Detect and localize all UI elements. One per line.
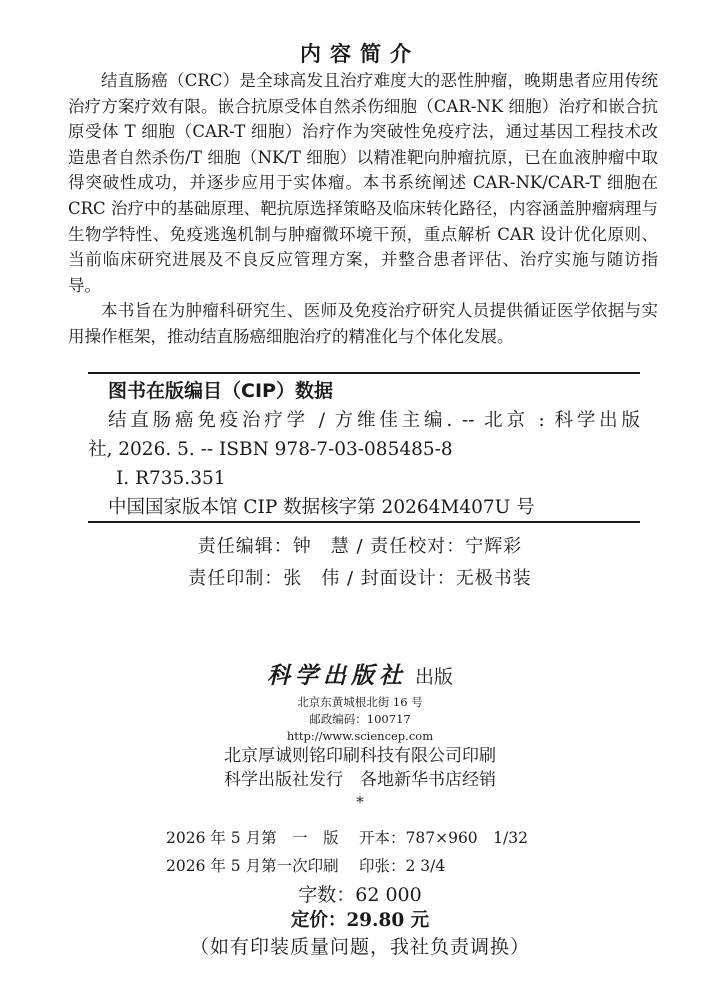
printer-info: 北京厚诚则铭印刷科技有限公司印刷 xyxy=(224,746,496,766)
publisher-website: http://www.sciencep.com xyxy=(286,729,434,743)
synopsis-paragraph-2: 本书旨在为肿瘤科研究生、医师及免疫治疗研究人员提供循证医学依据与实用操作框架，推动结直肠癌细胞治疗的精准化与个体化发展。 xyxy=(68,301,658,346)
distribution-info: 科学出版社发行 各地新华书店经销 xyxy=(224,770,496,790)
publisher-line xyxy=(0,660,720,694)
synopsis-paragraph-1: 结直肠癌（CRC）是全球高发且治疗难度大的恶性肿瘤，晚期患者应用传统治疗方案疗效有限。嵌合抗原受体自然杀伤细胞（CAR-NK 细胞）治疗和嵌合抗原受体 T 细胞（CAR-T 细胞）治疗作为突破性免疫疗法，通过基因工程技术改造患者自然杀伤/T 细胞（NK/T 细胞）以精准靶向肿瘤抗原，已在血液肿瘤中取得突破性成功，并逐步应用于实体瘤。本书系统阐述 CAR-NK/CAR-T 细胞在 CRC 治疗中的基础原理、靶抗原选择策略及临床转化路径，内容涵盖肿瘤病理与生物学特性、免疫逃逸机制与肿瘤微环境干预，重点解析 CAR 设计优化原则、当前临床研究进展及不良反应管理方案，并整合患者评估、治疗实施与随访指导。 xyxy=(68,71,658,295)
publisher-postcode: 邮政编码：100717 xyxy=(309,712,411,726)
printing-info: 2026 年 5 月第一次印刷 印张：2 3/4 xyxy=(166,857,446,875)
synopsis-body xyxy=(68,68,658,350)
publisher-suffix: 出版 xyxy=(414,666,453,688)
cip-isbn-line: 社, 2026. 5. -- ISBN 978-7-03-085485-8 xyxy=(88,439,453,460)
cip-title-line: 结直肠癌免疫治疗学 / 方维佳主编. -- 北京 : 科学出版 xyxy=(108,410,640,431)
separator-asterisk: * xyxy=(356,793,364,811)
word-count: 字数：62 000 xyxy=(298,884,422,906)
publisher-logo-text: 科学出版社 xyxy=(266,662,407,689)
editor-proofreader-credits: 责任编辑：钟 慧 / 责任校对：宁辉彩 xyxy=(197,536,523,557)
cip-bottom-rule xyxy=(88,521,640,523)
quality-notice: （如有印装质量问题，我社负责调换） xyxy=(189,936,530,958)
cip-heading: 图书在版编目（CIP）数据 xyxy=(108,380,333,402)
printing-design-credits: 责任印制：张 伟 / 封面设计：无极书装 xyxy=(188,568,532,589)
cip-classification-line: Ⅰ. R735.351 xyxy=(116,468,226,489)
synopsis-title: 内容简介 xyxy=(300,41,420,66)
cip-top-rule xyxy=(88,372,640,374)
publisher-address: 北京东黄城根北街 16 号 xyxy=(297,695,423,709)
cip-record xyxy=(88,406,640,522)
edition-info: 2026 年 5 月第 一 版 开本：787×960 1/32 xyxy=(166,829,528,847)
cip-approval-line: 中国国家版本馆 CIP 数据核字第 20264M407U 号 xyxy=(108,497,535,518)
price: 定价：29.80 元 xyxy=(290,910,430,931)
